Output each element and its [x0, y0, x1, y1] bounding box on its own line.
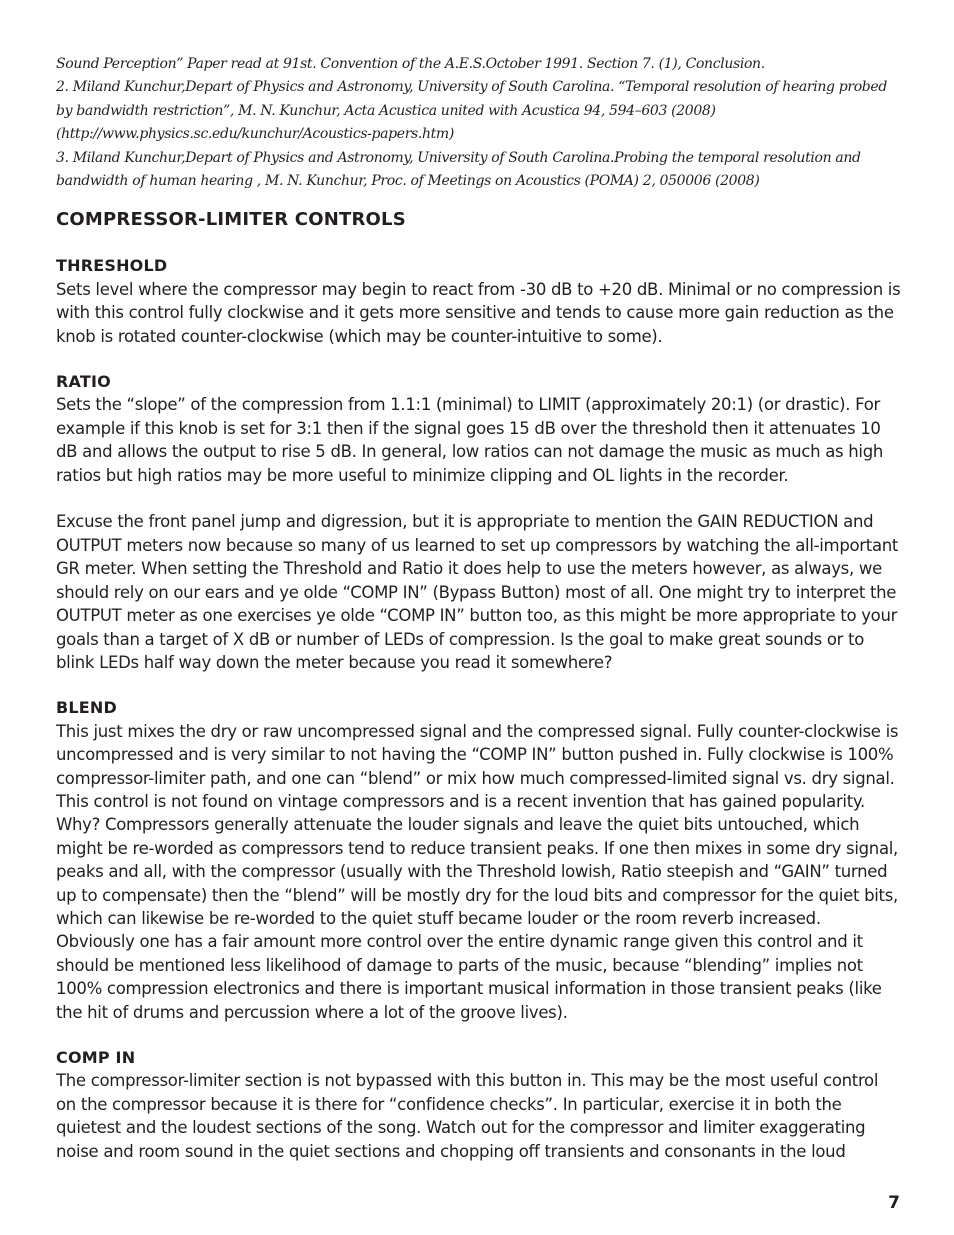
meters-digression-text: Excuse the front panel jump and digression, but it is appropriate to mention the GAIN REDUCTION and OUTPUT meters now because so many of us learned to set up compressors by watching the all-important GR meter. When setting the Threshold and Ratio it does help to use the meters however, as always, we should rely on our ears and ye olde “COMP IN” (Bypass Button) most of all. One might try to interpret the OUTPUT meter as one exercises ye olde “COMP IN” button too, as this might be more appropriate to your goals than a target of X dB or number of LEDs of compression. Is the goal to make great sounds or to blink LEDs half way down the meter because you read it somewhere? [56, 512, 899, 672]
footnote-1-continued: Sound Perception” Paper read at 91st. Convention of the A.E.S.October 1991. Section 7. (1), Conclusion. [56, 56, 765, 72]
ratio-text: Sets the “slope” of the compression from 1.1:1 (minimal) to LIMIT (approximately 20:1) (or drastic). For example if this knob is set for 3:1 then if the signal goes 15 dB over the threshold then it attenuates 10 dB and allows the output to rise 5 dB. In general, low ratios can not damage the music as much as high ratios but high ratios may be more useful to minimize clipping and OL lights in the recorder. [56, 395, 884, 485]
section-title: COMPRESSOR-LIMITER CONTROLS [56, 209, 406, 231]
document-page [56, 53, 902, 1163]
blend-text: This just mixes the dry or raw uncompressed signal and the compressed signal. Fully counter-clockwise is uncompressed and is very similar to not having the “COMP IN” button pushed in. Fully clockwise is 100% compressor-limiter path, and one can “blend” or mix how much compressed-limited signal vs. dry signal. This control is not found on vintage compressors and is a recent invention that has gained popularity. Why? Compressors generally attenuate the louder signals and leave the quiet bits untouched, which might be re-worded as compressors tend to reduce transient peaks. If one then mixes in some dry signal, peaks and all, with the compressor (usually with the Threshold lowish, Ratio steepish and “GAIN” turned up to compensate) then the “blend” will be mostly dry for the loud bits and compressor for the quiet bits, which can likewise be re-worded to the quiet stuff became louder or the room reverb increased. Obviously one has a fair amount more control over the entire dynamic range given this control and it should be mentioned less likelihood of damage to parts of the music, because “blending” implies not 100% compression electronics and there is important musical information in those transient peaks (like the hit of drums and percussion where a lot of the groove lives). [56, 721, 899, 1022]
footnote-2: 2. Miland Kunchur,Depart of Physics and Astronomy, University of South Carolina. “Temporal resolution of hearing probed by bandwidth restriction”, M. N. Kunchur, Acta Acustica united with Acustica 94, 594–603 (2008) (http://www.physics.sc.edu/kunchur/Acoustics-papers.htm) [56, 79, 887, 143]
threshold-text: Sets level where the compressor may begin to react from -30 dB to +20 dB. Minimal or no compression is with this control fully clockwise and it gets more sensitive and tends to cause more gain reduction as the knob is rotated counter-clockwise (which may be counter-intuitive to some). [56, 279, 901, 346]
comp-in-heading: COMP IN [56, 1048, 136, 1068]
footnote-3: 3. Miland Kunchur,Depart of Physics and Astronomy, University of South Carolina.Probing the temporal resolution and bandwidth of human hearing , M. N. Kunchur, Proc. of Meetings on Acoustics (POMA) 2, 050006 (2008) [56, 149, 861, 190]
page-number: 7 [888, 1193, 900, 1213]
ratio-heading: RATIO [56, 372, 111, 392]
footnotes [56, 53, 902, 193]
blend-heading: BLEND [56, 698, 117, 718]
comp-in-text: The compressor-limiter section is not bypassed with this button in. This may be the most useful control on the compressor because it is there for “confidence checks”. In particular, exercise it in both the quietest and the loudest sections of the song. Watch out for the compressor and limiter exaggerating noise and room sound in the quiet sections and chopping off transients and consonants in the loud [56, 1071, 879, 1161]
threshold-heading: THRESHOLD [56, 256, 168, 276]
